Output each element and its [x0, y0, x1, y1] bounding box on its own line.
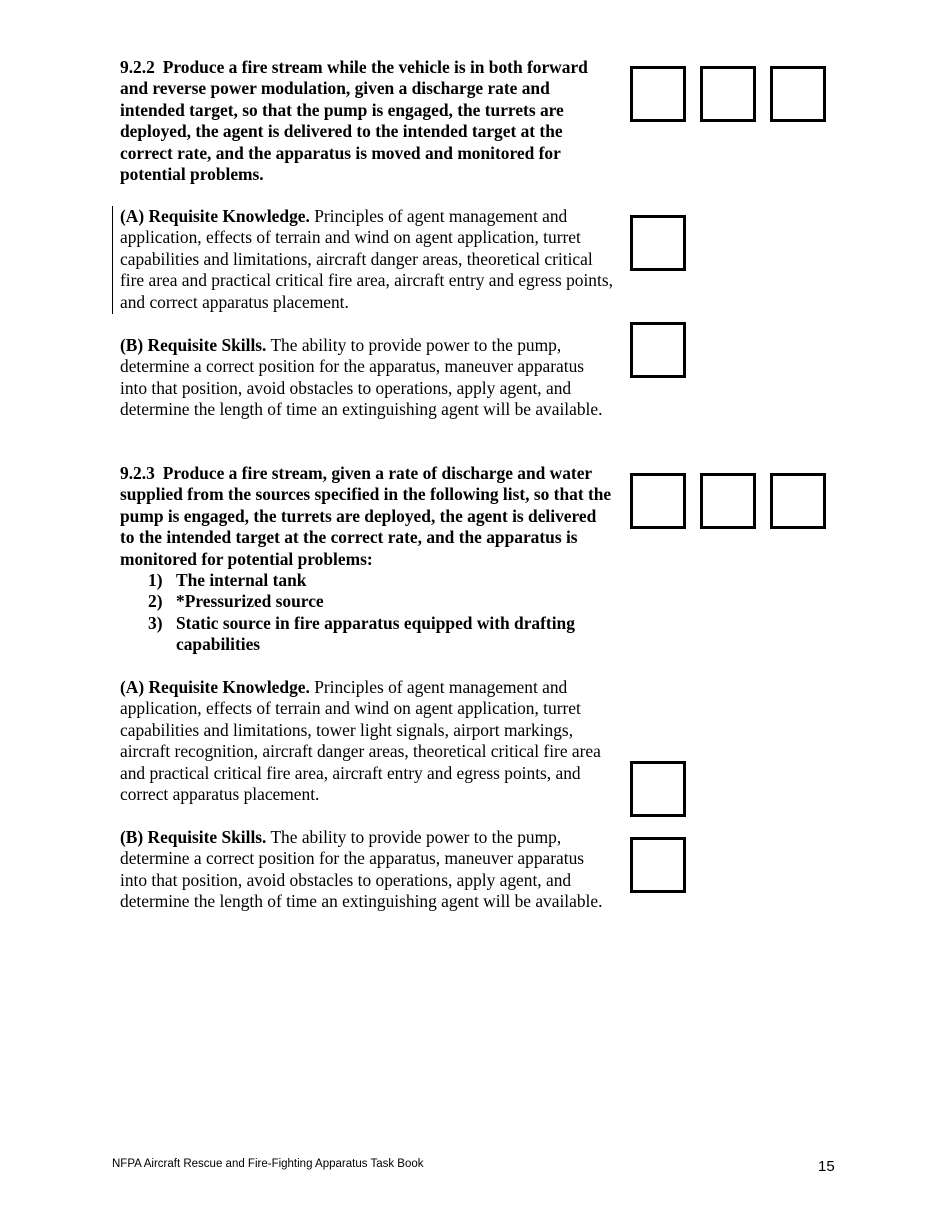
signoff-checkbox[interactable] [630, 761, 686, 817]
skills-label: (B) Requisite Skills. [120, 827, 267, 847]
skills-label: (B) Requisite Skills. [120, 335, 267, 355]
signoff-checkbox[interactable] [630, 322, 686, 378]
list-text: *Pressurized source [176, 591, 324, 612]
section-text: Produce a fire stream, given a rate of discharge and water supplied from the sources specified in the following list, so that the pump is engaged, the turrets are deployed, the agent is delivered to the intended target at the correct rate, and the apparatus is monitored for potential problems: [120, 463, 612, 569]
knowledge-text: Principles of agent management and application, effects of terrain and wind on agent application, turret capabilities and limitations, aircraft danger areas, theoretical critical fire area and practical critical fire area, aircraft entry and egress points, and correct apparatus placement. [120, 206, 613, 312]
list-item [148, 591, 618, 612]
section-9-2-3-skills [120, 827, 615, 913]
list-text: The internal tank [176, 570, 307, 590]
signoff-checkbox[interactable] [630, 473, 686, 529]
section-number: 9.2.2 [120, 57, 155, 77]
skills-text: The ability to provide power to the pump, determine a correct position for the apparatus, maneuver apparatus into that position, avoid obstacles to operations, apply agent, and determine the length of time an extinguishing agent will be available. [120, 335, 603, 420]
signoff-checkbox[interactable] [630, 66, 686, 122]
list-item [148, 613, 618, 656]
revision-change-bar [112, 206, 113, 314]
section-9-2-2-knowledge [120, 206, 615, 313]
knowledge-label: (A) Requisite Knowledge. [120, 206, 310, 226]
section-number: 9.2.3 [120, 463, 155, 483]
list-text: Static source in fire apparatus equipped with drafting capabilities [176, 612, 575, 655]
section-text: Produce a fire stream while the vehicle is in both forward and reverse power modulation, given a discharge rate and intended target, so that the pump is engaged, the turrets are deployed, the agent is delivered to the intended target at the correct rate, and the apparatus is moved and monitored for potential problems. [120, 57, 588, 185]
signoff-checkbox[interactable] [630, 837, 686, 893]
water-source-list [148, 570, 618, 656]
footer-title: NFPA Aircraft Rescue and Fire-Fighting Apparatus Task Book [112, 1158, 424, 1170]
list-number: 3) [148, 612, 163, 633]
signoff-checkbox[interactable] [770, 66, 826, 122]
signoff-checkbox[interactable] [700, 473, 756, 529]
knowledge-label: (A) Requisite Knowledge. [120, 677, 310, 697]
signoff-checkbox[interactable] [770, 473, 826, 529]
knowledge-text: Principles of agent management and application, effects of terrain and wind on agent application, turret capabilities and limitations, tower light signals, airport markings, aircraft recognition, aircraft danger areas, theoretical critical fire area and practical critical fire area, aircraft entry and egress points, and correct apparatus placement. [120, 677, 601, 805]
list-item [148, 570, 618, 591]
page-number: 15 [818, 1158, 835, 1175]
section-9-2-3-knowledge [120, 677, 615, 805]
section-9-2-2-heading [120, 57, 615, 185]
list-number: 1) [148, 570, 163, 590]
signoff-checkbox[interactable] [700, 66, 756, 122]
skills-text: The ability to provide power to the pump, determine a correct position for the apparatus, maneuver apparatus into that position, avoid obstacles to operations, apply agent, and determine the length of time an extinguishing agent will be available. [120, 827, 603, 912]
section-9-2-3-heading [120, 463, 615, 570]
signoff-checkbox[interactable] [630, 215, 686, 271]
section-9-2-2-skills [120, 335, 615, 421]
list-number: 2) [148, 591, 163, 612]
